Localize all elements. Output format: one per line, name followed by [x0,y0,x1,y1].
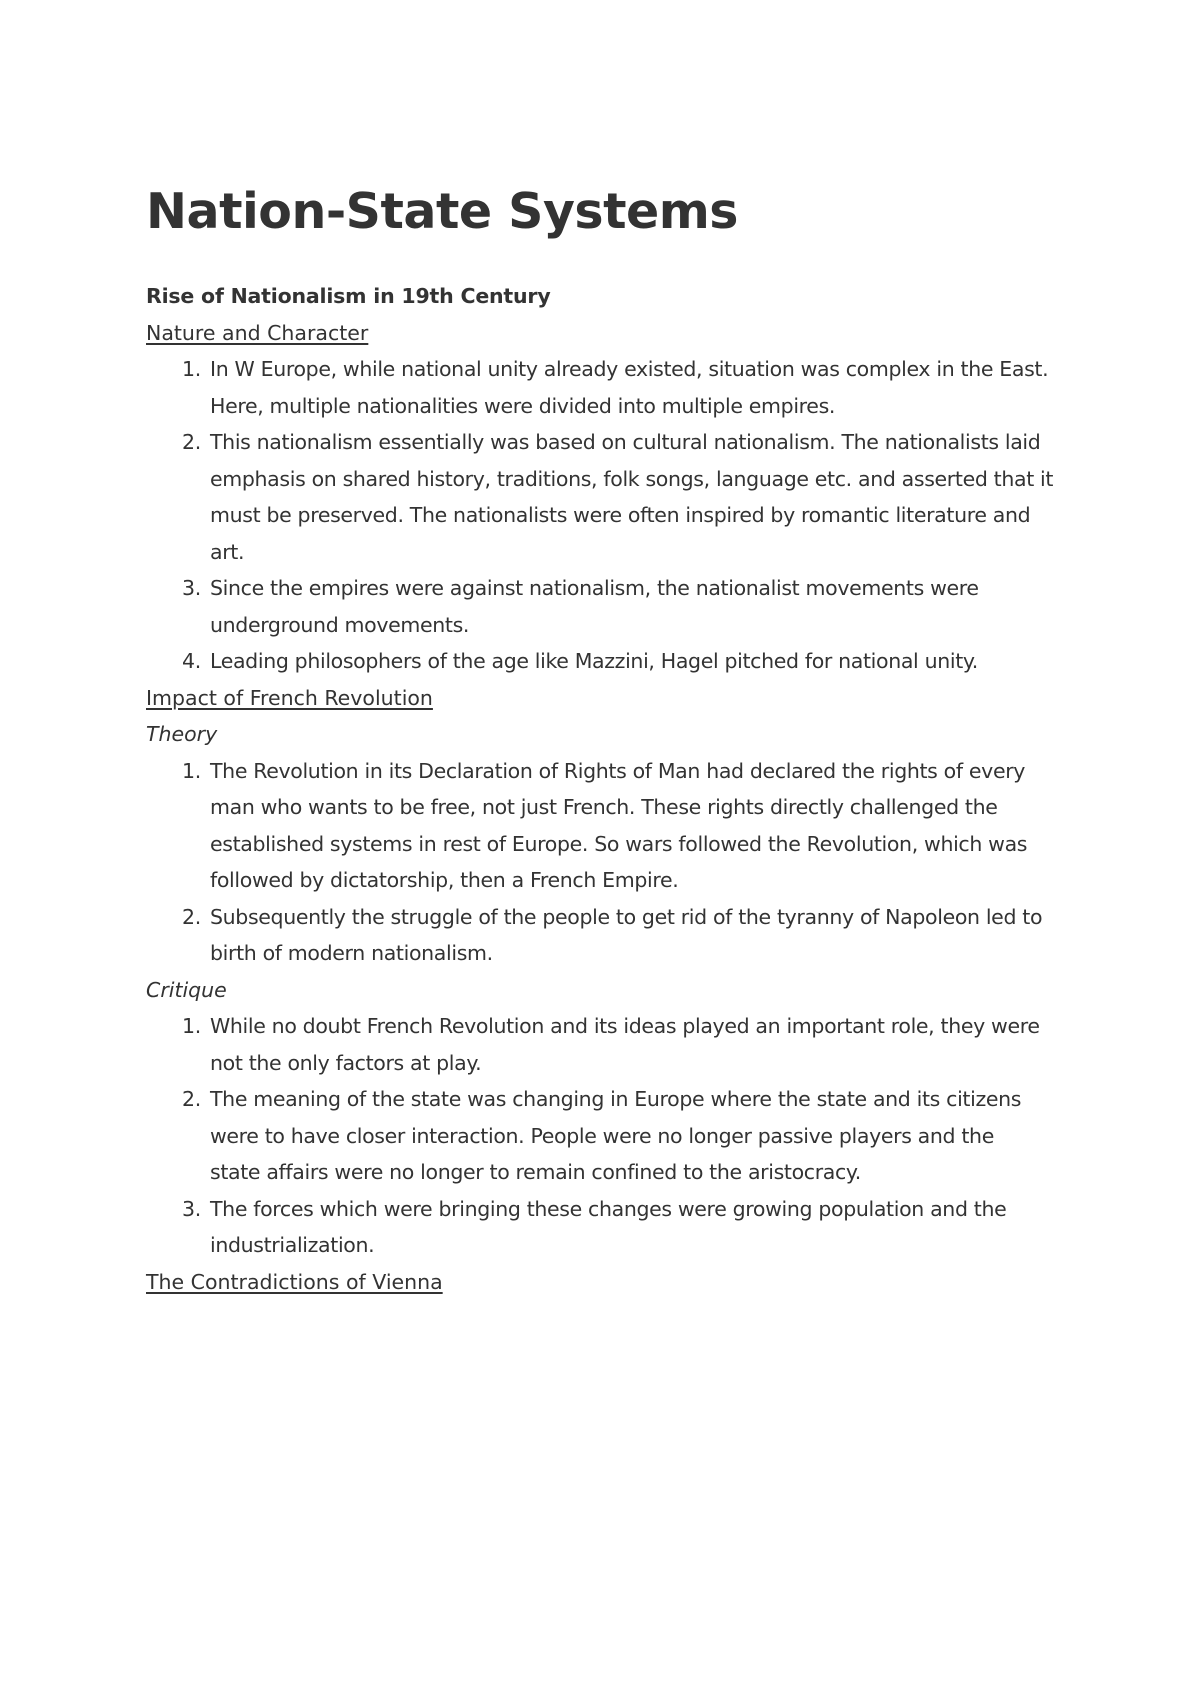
section-heading-rise-of-nationalism: Rise of Nationalism in 19th Century [146,284,551,308]
list-number: 4. [182,649,201,673]
critique-list [146,1008,1066,1264]
list-item [146,753,1066,899]
subheading-contradictions-of-vienna: The Contradictions of Vienna [146,1269,443,1294]
document-content [146,178,1066,1300]
list-number: 2. [182,1087,201,1111]
list-item [146,1191,1066,1264]
list-number: 1. [182,357,201,381]
list-number: 3. [182,1196,201,1221]
theory-list [146,753,1066,972]
list-item [146,570,1066,643]
subheading-impact-of-french-revolution: Impact of French Revolution [146,685,433,710]
list-item [146,1008,1066,1081]
list-item [146,424,1066,570]
list-number: 1. [182,1014,201,1038]
page-title: Nation-State Systems [146,183,738,240]
list-item-text: The forces which were bringing these changes were growing population and the industrialization. [210,1196,1007,1257]
subheading-theory: Theory [146,722,218,746]
list-item-text: Subsequently the struggle of the people to get rid of the tyranny of Napoleon led to birth of modern nationalism. [210,904,1043,965]
subheading-nature-and-character: Nature and Character [146,320,369,345]
list-item [146,643,1066,680]
list-item-text: Since the empires were against nationalism, the nationalist movements were underground movements. [210,576,979,637]
list-number: 2. [182,904,201,929]
list-number: 3. [182,576,201,600]
list-item-text: The meaning of the state was changing in Europe where the state and its citizens were to have closer interaction. People were no longer passive players and the [210,1087,1022,1148]
list-item-text: While no doubt French Revolution and its ideas played an important role, they were not the only factors at play. [210,1014,1040,1075]
list-item [146,1081,1066,1191]
list-number: 2. [182,430,201,454]
list-number: 1. [182,758,201,783]
list-item [146,351,1066,424]
nature-list [146,351,1066,680]
list-item-text: Leading philosophers of the age like Mazzini, Hagel pitched for national unity. [210,649,978,673]
list-item-text: The Revolution in its Declaration of Rights of Man had declared the rights of every man who wants to be free, not just French. These rights directly challenged the established systems in rest of Europe. So wars followed the Revolution, which was followed by dictatorship, then a French Empire. [210,758,1028,892]
list-item-continuation: state affairs were no longer to remain confined to the aristocracy. [210,1160,861,1184]
list-item-text: This nationalism essentially was based on cultural nationalism. The nationalists laid emphasis on shared history, traditions, folk songs, language etc. and asserted that it must be preserved. The nationalists were often inspired by romantic literature and art. [210,430,1054,564]
subheading-critique: Critique [146,977,227,1002]
list-item [146,899,1066,972]
list-item-text: In W Europe, while national unity already existed, situation was complex in the East. Here, multiple nationalities were divided into multiple empires. [210,357,1049,418]
